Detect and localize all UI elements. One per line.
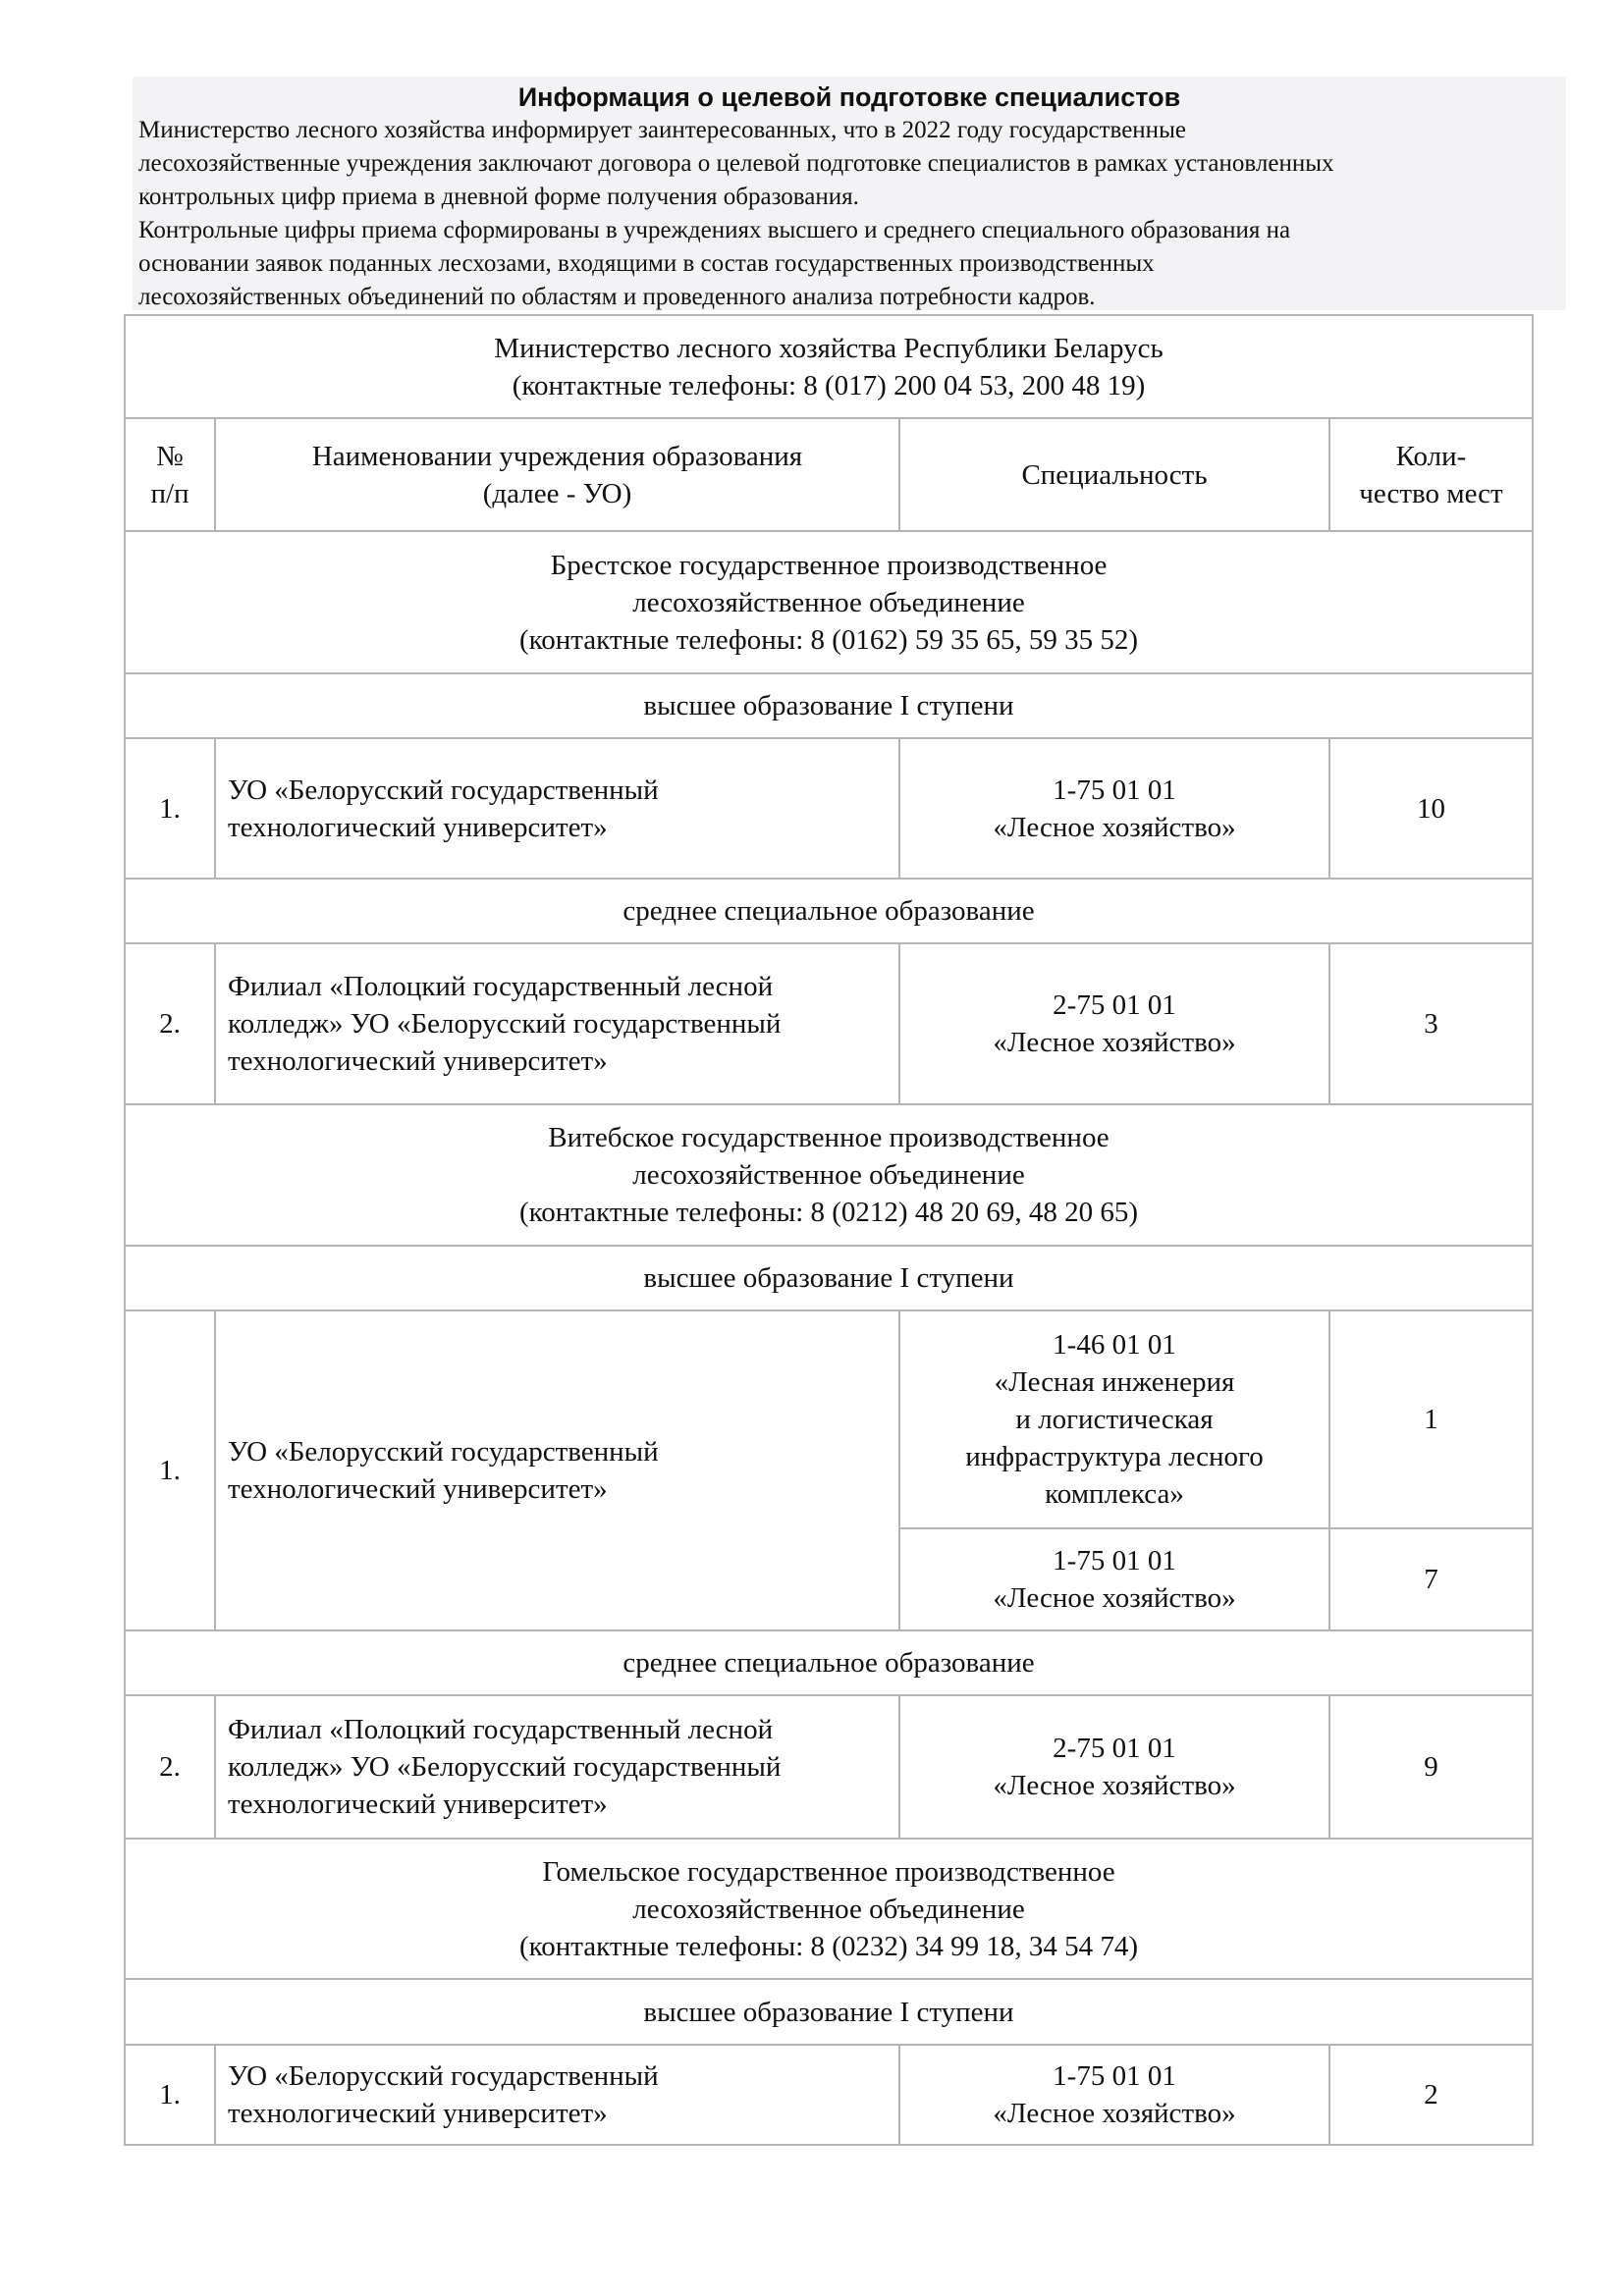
level-row — [125, 1246, 1533, 1310]
level-cell: среднее специальное образование — [125, 879, 1533, 943]
institution-text: УО «Белорусский государственный — [228, 1436, 659, 1468]
ministry-row — [125, 315, 1533, 418]
institution-text: технологический университет» — [228, 1789, 608, 1820]
level-row — [125, 1979, 1533, 2045]
ministry-phones: (контактные телефоны: 8 (017) 200 04 53, 200 48 19) — [512, 369, 1146, 401]
institution-cell — [215, 1695, 899, 1839]
row-number: 1. — [125, 1310, 215, 1630]
institution-text: колледж» УО «Белорусский государственный — [228, 1751, 782, 1783]
intro-line: Министерство лесного хозяйства информирует заинтересованных, что в 2022 году государственные — [138, 117, 1186, 143]
region-name: лесохозяйственное объединение — [632, 1893, 1025, 1925]
ministry-cell — [125, 315, 1533, 418]
intro-line: лесохозяйственные учреждения заключают договора о целевой подготовке специалистов в рамках установленных — [138, 150, 1334, 177]
specialty-cell — [899, 2045, 1329, 2145]
specialty-name: «Лесное хозяйство» — [993, 2098, 1236, 2129]
count-cell: 7 — [1329, 1528, 1533, 1630]
header-text: № — [156, 440, 184, 472]
region-row-gomel — [125, 1839, 1533, 1979]
specialty-code: 1-75 01 01 — [1053, 2060, 1176, 2092]
region-phones: (контактные телефоны: 8 (0232) 34 99 18, 34 54 74) — [518, 1930, 1138, 1962]
institution-text: технологический университет» — [228, 2098, 608, 2129]
table-row — [125, 943, 1533, 1104]
level-cell: высшее образование I ступени — [125, 1979, 1533, 2045]
level-cell: среднее специальное образование — [125, 1630, 1533, 1695]
intro-line: контрольных цифр приема в дневной форме получения образования. — [138, 184, 859, 210]
count-cell: 9 — [1329, 1695, 1533, 1839]
specialty-code: 2-75 01 01 — [1053, 989, 1176, 1021]
level-row — [125, 673, 1533, 738]
training-table — [124, 314, 1534, 2146]
intro-line: Контрольные цифры приема сформированы в учреждениях высшего и среднего специального образования на — [138, 217, 1291, 243]
column-header-specialty — [899, 418, 1329, 531]
institution-cell — [215, 1310, 899, 1630]
region-row-vitebsk — [125, 1104, 1533, 1246]
header-text: Коли- — [1395, 440, 1467, 472]
region-cell — [125, 1104, 1533, 1246]
institution-cell — [215, 943, 899, 1104]
specialty-code: 1-46 01 01 — [1053, 1329, 1176, 1361]
specialty-cell — [899, 738, 1329, 879]
table-row — [125, 1310, 1533, 1528]
institution-text: Филиал «Полоцкий государственный лесной — [228, 1714, 774, 1745]
region-phones: (контактные телефоны: 8 (0212) 48 20 69, 48 20 65) — [518, 1197, 1138, 1228]
row-number: 1. — [125, 2045, 215, 2145]
region-name: лесохозяйственное объединение — [632, 1159, 1025, 1191]
specialty-name: комплекса» — [1045, 1478, 1184, 1510]
header-text: Наименовании учреждения образования — [311, 440, 803, 472]
specialty-cell — [899, 943, 1329, 1104]
region-name: Гомельское государственное производственное — [542, 1855, 1115, 1888]
header-text: (далее - УО) — [482, 477, 632, 509]
level-row — [125, 1630, 1533, 1695]
column-header-row — [125, 418, 1533, 531]
column-header-num — [125, 418, 215, 531]
specialty-cell — [899, 1528, 1329, 1630]
page-title: Информация о целевой подготовке специалистов — [517, 82, 1181, 112]
institution-text: технологический университет» — [228, 1473, 608, 1505]
specialty-name: «Лесная инженерия — [994, 1366, 1235, 1398]
region-name: лесохозяйственное объединение — [632, 586, 1025, 618]
specialty-cell — [899, 1310, 1329, 1528]
header-text: п/п — [150, 477, 189, 509]
level-row — [125, 879, 1533, 943]
specialty-name: и логистическая — [1015, 1404, 1214, 1435]
institution-text: колледж» УО «Белорусский государственный — [228, 1008, 782, 1040]
column-header-institution — [215, 418, 899, 531]
table-row — [125, 1695, 1533, 1839]
ministry-name: Министерство лесного хозяйства Республики Беларусь — [494, 332, 1164, 364]
intro-line: основании заявок поданных лесхозами, входящими в состав государственных производственных — [138, 250, 1155, 277]
row-number: 2. — [125, 943, 215, 1104]
level-cell: высшее образование I ступени — [125, 1246, 1533, 1310]
institution-cell — [215, 2045, 899, 2145]
row-number: 2. — [125, 1695, 215, 1839]
institution-cell — [215, 738, 899, 879]
specialty-name: «Лесное хозяйство» — [993, 1027, 1236, 1058]
specialty-name: инфраструктура лесного — [965, 1441, 1264, 1472]
region-name: Брестское государственное производственное — [550, 549, 1108, 581]
table-row — [125, 2045, 1533, 2145]
specialty-code: 1-75 01 01 — [1053, 774, 1176, 806]
level-cell: высшее образование I ступени — [125, 673, 1533, 738]
intro-block — [133, 77, 1566, 310]
specialty-code: 1-75 01 01 — [1053, 1545, 1176, 1576]
specialty-cell — [899, 1695, 1329, 1839]
institution-text: УО «Белорусский государственный — [228, 2060, 659, 2092]
table-row — [125, 738, 1533, 879]
institution-text: УО «Белорусский государственный — [228, 774, 659, 806]
region-cell — [125, 531, 1533, 673]
region-phones: (контактные телефоны: 8 (0162) 59 35 65, 59 35 52) — [518, 623, 1138, 656]
region-name: Витебское государственное производственное — [548, 1122, 1110, 1153]
header-text: Специальность — [1021, 458, 1208, 491]
intro-line: лесохозяйственных объединений по областям и проведенного анализа потребности кадров. — [138, 284, 1096, 310]
institution-text: технологический университет» — [228, 1045, 608, 1077]
institution-text: технологический университет» — [228, 811, 608, 843]
count-cell: 2 — [1329, 2045, 1533, 2145]
specialty-code: 2-75 01 01 — [1053, 1733, 1176, 1764]
specialty-name: «Лесное хозяйство» — [993, 1582, 1236, 1614]
institution-text: Филиал «Полоцкий государственный лесной — [228, 971, 774, 1002]
region-cell — [125, 1839, 1533, 1979]
specialty-name: «Лесное хозяйство» — [993, 811, 1236, 843]
column-header-count — [1329, 418, 1533, 531]
header-text: чество мест — [1359, 477, 1503, 509]
count-cell: 3 — [1329, 943, 1533, 1104]
specialty-name: «Лесное хозяйство» — [993, 1770, 1236, 1801]
region-row-brest — [125, 531, 1533, 673]
row-number: 1. — [125, 738, 215, 879]
count-cell: 1 — [1329, 1310, 1533, 1528]
count-cell: 10 — [1329, 738, 1533, 879]
